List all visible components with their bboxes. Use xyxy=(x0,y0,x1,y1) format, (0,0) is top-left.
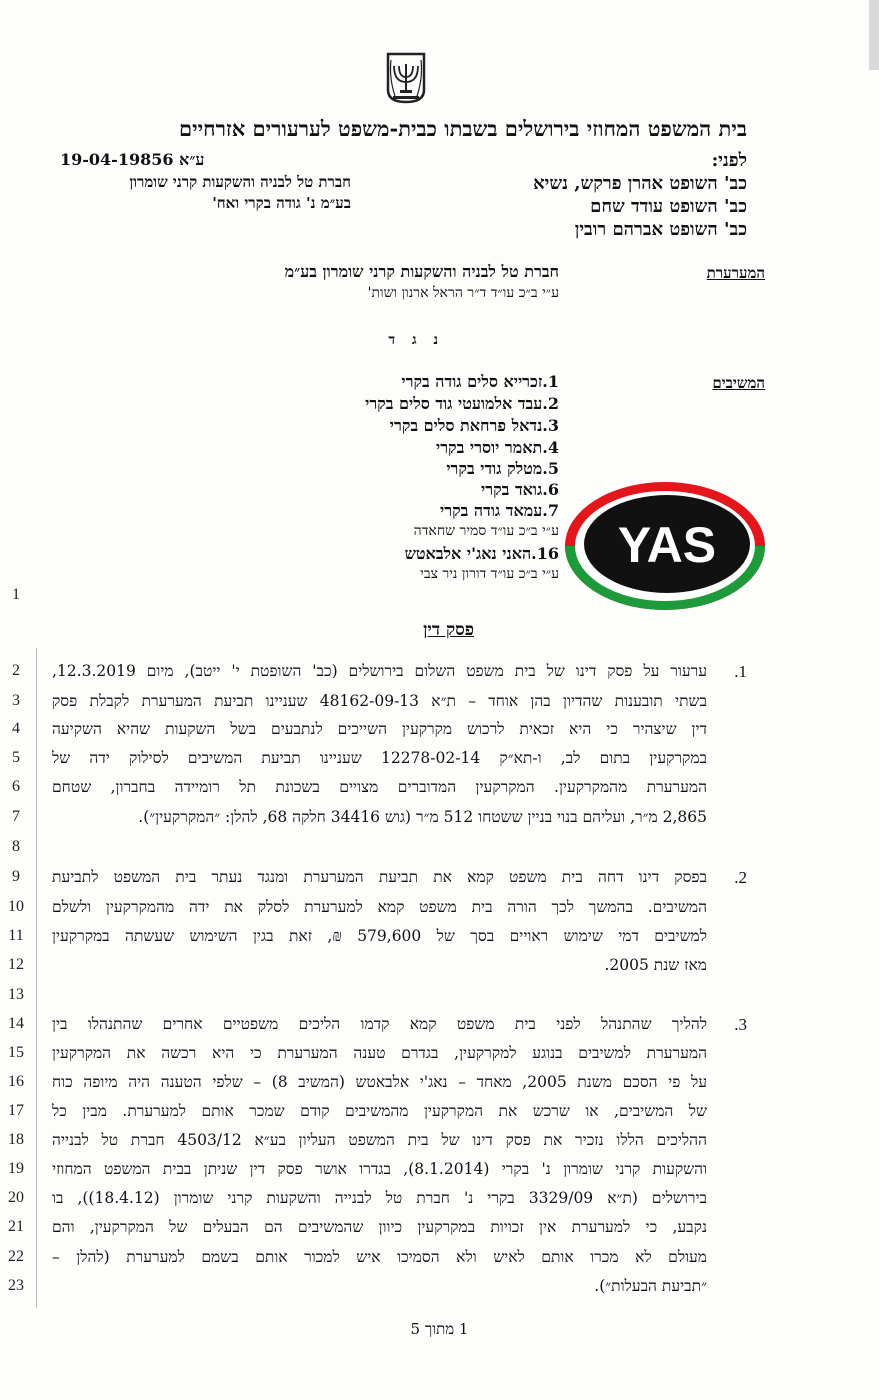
paragraph-line: והשקעות קרני שומרון נ' בקרי (8.1.2014), בגדרו אושר פסק דין שניתן בבית המשפט המחוזי xyxy=(52,1160,707,1178)
line-number: 11 xyxy=(8,927,24,944)
paragraph-line: המשיבים. בהמשך לכך הורה בית משפט קמא למערערת לסלק את ידה מהמקרקעין ולשלם xyxy=(52,898,707,916)
appellant-counsel: ע״י ב״כ עו״ד ד״ר הראל ארנון ושות' xyxy=(367,285,559,301)
before-label: לפני: xyxy=(711,150,747,171)
paragraph-line: המערערת מהמקרקעין. המקרקעין המדוברים מצויים בשכונת תל רומיידה בחברון, שטחם xyxy=(52,778,707,796)
respondent-3: 3.נדאל פרחאת סלים בקרי xyxy=(389,416,559,435)
paragraph-line: ״תביעת הבעלות״). xyxy=(594,1277,707,1295)
paragraph-line: דין שיצהיר כי היא זכאית לרכוש מקרקעין השייכים לנתבעים בשל השקעות שהיא השקיעה xyxy=(52,720,707,738)
case-title-line-1: חברת טל לבניה והשקעות קרני שומרון xyxy=(129,173,351,191)
line-number: 18 xyxy=(8,1131,24,1148)
line-number: 7 xyxy=(12,808,20,825)
respondent-16-counsel: ע״י ב״כ עו״ד דורון ניר צבי xyxy=(420,566,559,582)
line-number: 10 xyxy=(8,898,24,915)
line-number: 16 xyxy=(8,1073,24,1090)
judge-3: כב' השופט אברהם רובין xyxy=(574,219,747,240)
respondent-2: 2.עבד אלמועטי גוד סלים בקרי xyxy=(365,394,559,413)
paragraph-number: .1 xyxy=(734,662,747,681)
paragraph-line: המערערת למשיבים בנוגע למקרקעין, בגדרם טענה המערערת כי היא רכשה את המקרקעין xyxy=(52,1044,707,1062)
line-number: 20 xyxy=(8,1189,24,1206)
line-number: 8 xyxy=(12,838,20,855)
line-number: 22 xyxy=(8,1248,24,1265)
paragraph-line: ההליכים הללו נזכיר את פסק דינו של בית המשפט העליון בע״א 4503/12 חברת טל לבנייה xyxy=(52,1131,707,1149)
verdict-heading: פסק דין xyxy=(423,620,474,640)
paragraph-line: בירושלים (ת״א 3329/09 בקרי נ' חברת טל לבנייה והשקעות קרני שומרון (18.4.12)), בו xyxy=(52,1189,707,1207)
respondent-1: 1.זכרייא סלים גודה בקרי xyxy=(401,372,559,391)
paragraph-line: ערעור על פסק דינו של בית משפט השלום בירושלים (כב' השופטת י' ייטב), מיום 12.3.2019, xyxy=(52,662,707,680)
scrollbar[interactable] xyxy=(869,0,879,70)
paragraph-line: מאז שנת 2005. xyxy=(604,956,707,974)
logo-text: YAS xyxy=(617,517,717,573)
judge-2: כב' השופט עודד שחם xyxy=(590,196,747,217)
paragraph-number: .3 xyxy=(734,1015,747,1034)
respondent-16: 16.האני נאג'י אלבאטש xyxy=(404,544,559,563)
line-number: 19 xyxy=(8,1160,24,1177)
appellant-name: חברת טל לבניה והשקעות קרני שומרון בע״מ xyxy=(284,262,559,281)
line-number: 15 xyxy=(8,1044,24,1061)
paragraph-line: 2,865 מ״ר, ועליהם בנוי בניין ששטחו 512 מ״ר (גוש 34416 חלקה 68, להלן: ״המקרקעין״). xyxy=(138,808,707,826)
appellant-role: המערערת xyxy=(706,264,765,282)
case-number: ע״א 19-04-19856 xyxy=(60,150,205,169)
case-title-line-2: בע״מ נ' גודה בקרי ואח' xyxy=(212,194,351,212)
court-title: בית המשפט המחוזי בירושלים בשבתו כבית-משפט לערעורים אזרחיים xyxy=(179,116,747,141)
page-footer: 1 מתוך 5 xyxy=(410,1320,469,1338)
line-number: 6 xyxy=(12,778,20,795)
state-emblem-icon xyxy=(385,52,427,104)
line-number: 12 xyxy=(8,956,24,973)
line-number: 17 xyxy=(8,1102,24,1119)
judge-1: כב' השופט אהרן פרקש, נשיא xyxy=(533,173,747,194)
line-number: 13 xyxy=(8,986,24,1003)
line-number: 14 xyxy=(8,1015,24,1032)
respondent-5: 5.מטלק גודי בקרי xyxy=(446,459,559,478)
paragraph-line: של המשיבים, או שרכש את המקרקעין מהמשיבים קודם שמכר אותם למערערת. מבין כל xyxy=(52,1102,707,1120)
yas-logo xyxy=(563,480,767,612)
line-number: 3 xyxy=(12,692,20,709)
paragraph-line: מעולם לא מכרו אותם לאיש ולא הסמיכו איש למכור אותם בשמם למערערת (להלן – xyxy=(52,1248,707,1266)
paragraph-line: נקבע, כי למערערת אין זכויות במקרקעין כיוון שהמשיבים הם הבעלים של המקרקעין, והם xyxy=(52,1218,707,1236)
line-number: 21 xyxy=(8,1218,24,1235)
respondents-counsel: ע״י ב״כ עו״ד סמיר שחאדה xyxy=(413,523,559,539)
paragraph-line: בפסק דינו דחה בית משפט קמא את תביעת המערערת ומנגד נעתר בית המשפט לתביעת xyxy=(52,868,707,886)
line-number: 9 xyxy=(12,868,20,885)
line-number: 2 xyxy=(12,662,20,679)
paragraph-line: למשיבים דמי שימוש ראויים בסך של 579,600 ₪, זאת בגין השימוש שעשתה במקרקעין xyxy=(52,927,707,945)
margin-line xyxy=(36,648,37,1308)
line-number: 1 xyxy=(12,586,20,603)
respondents-role: המשיבים xyxy=(712,374,765,392)
versus: נ ג ד xyxy=(388,332,444,348)
line-number: 23 xyxy=(8,1277,24,1294)
line-number: 4 xyxy=(12,720,20,737)
paragraph-line: על פי הסכם משנת 2005, מאחד – נאג'י אלבאטש (המשיב 8) – שלפי הטענה היה מיופה כוח xyxy=(52,1073,707,1091)
respondent-6: 6.גואד בקרי xyxy=(481,480,559,499)
paragraph-line: במקרקעין בתום לב, ו-תא״ק 12278-02-14 שעניינו תביעת המשיבים לסילוק ידה של xyxy=(52,749,707,767)
line-number: 5 xyxy=(12,749,20,766)
paragraph-line: להליך שהתנהל לפני בית משפט קמא קדמו הליכים משפטיים אחרים שהתנהלו בין xyxy=(52,1015,707,1033)
paragraph-line: בשתי תובענות שהדיון בהן אוחד – ת״א 48162-09-13 שעניינו תביעת המערערת לקבלת פסק xyxy=(52,692,707,710)
paragraph-number: .2 xyxy=(734,868,747,887)
respondent-4: 4.תאמר יוסרי בקרי xyxy=(436,438,559,457)
respondent-7: 7.עמאד גודה בקרי xyxy=(440,501,559,520)
